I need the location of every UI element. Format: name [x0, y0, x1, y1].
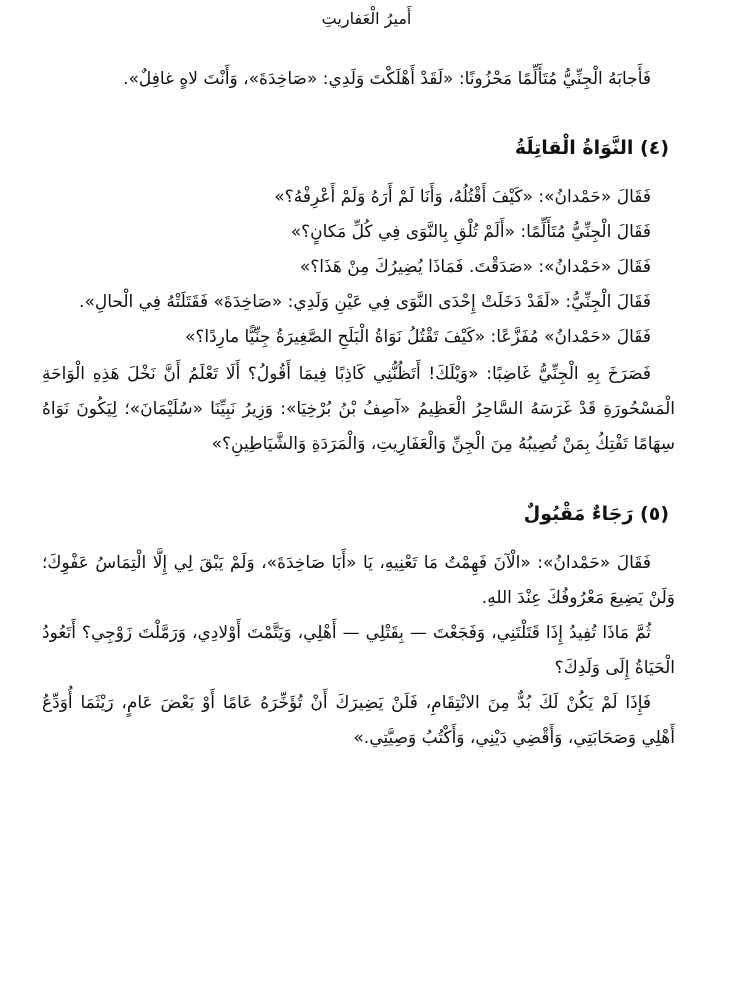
dialogue-line: فَقَالَ «حَمْدانُ»: «كَيْفَ أَقْتُلُهُ، وَأَنَا لَمْ أَرَهُ وَلَمْ أَعْرِفْهُ؟» — [274, 187, 651, 207]
section-4-dialogue — [42, 180, 675, 355]
section-5-paragraph-1: فَقَالَ «حَمْدانُ»: «الْآنَ فَهِمْتُ مَا تَعْنِيهِ، يَا «أَبَا صَاخِدَةَ»، وَلَمْ يَبْقَ لِي إِلَّا الْتِمَاسُ عَفْوِكَ؛ وَلَنْ يَضِيعَ مَعْرُوفُكَ عِنْدَ اللهِ. — [42, 553, 675, 608]
section-4-paragraph: فَصَرَخَ بِهِ الْجِنِّيُّ غَاضِبًا: «وَيْلَكَ! أَتَظُنُّنِي كَاذِبًا فِيمَا أَقُولُ؟ أَلَا تَعْلَمُ أَنَّ نَخْلَ هَذِهِ الْوَاحَةِ الْمَسْحُورَةِ قَدْ غَرَسَهُ السَّاحِرُ الْعَظِيمُ «آصِفُ بْنُ بُرْخِيَا»: وَزِيرُ نَبِيِّنَا «سُلَيْمَانَ»؛ لِيَكُونَ نَوَاهُ سِهَامًا تَفْتِكُ بِمَنْ تُصِيبُهُ مِنَ الْجِنِّ وَالْعَفَارِيتِ، وَالْمَرَدَةِ وَالشَّيَاطِينِ؟» — [42, 364, 675, 454]
dialogue-line: فَقَالَ الْجِنِّيُّ مُتَأَلِّمًا: «أَلَمْ تُلْقِ بِالنَّوَى فِي كُلِّ مَكانٍ؟» — [290, 222, 651, 242]
intro-paragraph: فَأَجابَهُ الْجِنِّيُّ مُتَأَلِّمًا مَحْزُونًا: «لَقَدْ أَهْلَكْتَ وَلَدِي: «صَاخِدَةَ»، وَأَنْتَ لاهٍ غافِلٌ». — [123, 69, 651, 89]
dialogue-line: فَقَالَ «حَمْدانُ» مُفَزَّعًا: «كَيْفَ تَقْتُلُ نَوَاةُ الْبَلَحِ الصَّغِيرَةُ جِنِّيًّا مارِدًا؟» — [184, 327, 651, 347]
dialogue-line: فَقَالَ «حَمْدانُ»: «صَدَقْتَ. فَمَاذَا يُضِيرُكَ مِنْ هَذَا؟» — [299, 257, 651, 277]
section-5-paragraph-2: ثُمَّ مَاذَا تُفِيدُ إِذَا قَتَلْتَنِي، وَفَجَعْتَ — بِقَتْلِي — أَهْلِي، وَيَتَّمْتَ أَوْلادِي، وَرَمَّلْتَ زَوْجِي؟ أَتَعُودُ الْحَيَاةُ إِلَى وَلَدِكَ؟ — [42, 623, 675, 678]
section-5-paragraph-3: فَإِذَا لَمْ يَكُنْ لَكَ بُدٌّ مِنَ الانْتِقَامِ، فَلَنْ يَضِيرَكَ أَنْ تُؤَخِّرَهُ عَامًا أَوْ بَعْضَ عَامٍ، رَيْثَمَا أُوَدِّعُ أَهْلِي وَصَحَابَتِي، وَأَقْضِي دَيْنِي، وَأَكْتُبُ وَصِيَّتِي.» — [42, 693, 675, 748]
section-5-heading: (٥) رَجَاءٌ مَقْبُولٌ — [523, 503, 669, 525]
dialogue-line: فَقَالَ الْجِنِّيُّ: «لَقَدْ دَخَلَتْ إِحْدَى النَّوَى فِي عَيْنِ وَلَدِي: «صَاخِدَةَ» فَقَتَلَتْهُ فِي الْحالِ». — [79, 292, 651, 312]
section-4-heading: (٤) النَّوَاةُ الْقاتِلَةُ — [514, 137, 669, 159]
running-head: أَميرُ الْعَفاريتِ — [321, 9, 412, 28]
